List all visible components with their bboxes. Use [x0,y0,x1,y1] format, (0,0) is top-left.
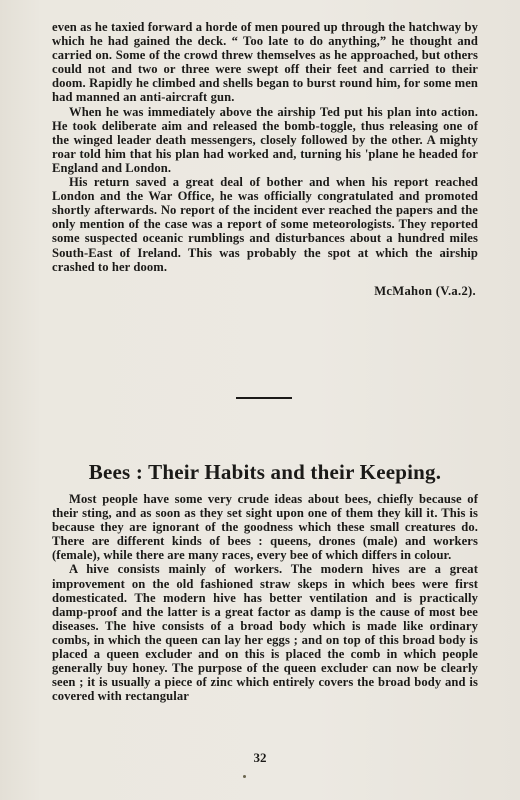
section-divider [236,397,292,399]
story-paragraph: even as he taxied forward a horde of men poured up through the hatchway by which he had gained the deck. “ Too late to do anything,” he thought and carried on. Some of the crowd threw themselves as he approached, but others could not and two or three were swept off their feet and carried to their doom. Rapidly he climbed and shells began to burst round him, for some men had manned an anti-aircraft gun. [52,20,478,105]
article-title: Bees : Their Habits and their Keeping. [88,460,442,484]
ink-speck [243,775,246,778]
author-signature: McMahon (V.a.2). [374,283,476,298]
article-body [52,492,478,703]
story-paragraph: When he was immediately above the airship Ted put his plan into action. He took deliberate aim and released the bomb-toggle, thus releasing one of the winged leader death messengers, closely followed by the other. A mighty roar told him that his plan had worked and, turning his 'plane he headed for England and London. [52,104,478,175]
page-number: 32 [253,750,267,765]
story-paragraph: His return saved a great deal of bother and when his report reached London and the War Office, he was officially congratulated and promoted shortly afterwards. No report of the incident ever reached the papers and the only mention of the case was a report of some meteorologists. They reported some suspected oceanic rumblings and disturbances about a hundred miles South-East of Ireland. This was probably the spot at which the airship crashed to her doom. [52,175,478,274]
article-paragraph: A hive consists mainly of workers. The modern hives are a great improvement on the old fashioned straw skeps in which bees were first domesticated. The modern hive has better ventilation and is practically damp-proof and the latter is a great factor as damp is the cause of most bee diseases. The hive consists of a broad body which is made like ordinary combs, in which the queen can lay her eggs ; and on top of this broad body is placed a queen excluder and on this is placed the comb in which people generally buy honey. The purpose of the queen excluder can now be clearly seen ; it is usually a piece of zinc which entirely covers the broad body and is covered with rectangular [52,562,478,704]
story-continuation [52,20,478,299]
article-paragraph: Most people have some very crude ideas about bees, chiefly because of their sting, and as soon as they set sight upon one of them they kill it. This is because they are ignorant of the goodness which these small creatures do. There are different kinds of bees : queens, drones (male) and workers (female), while there are many races, every bee of which differs in colour. [52,492,478,563]
